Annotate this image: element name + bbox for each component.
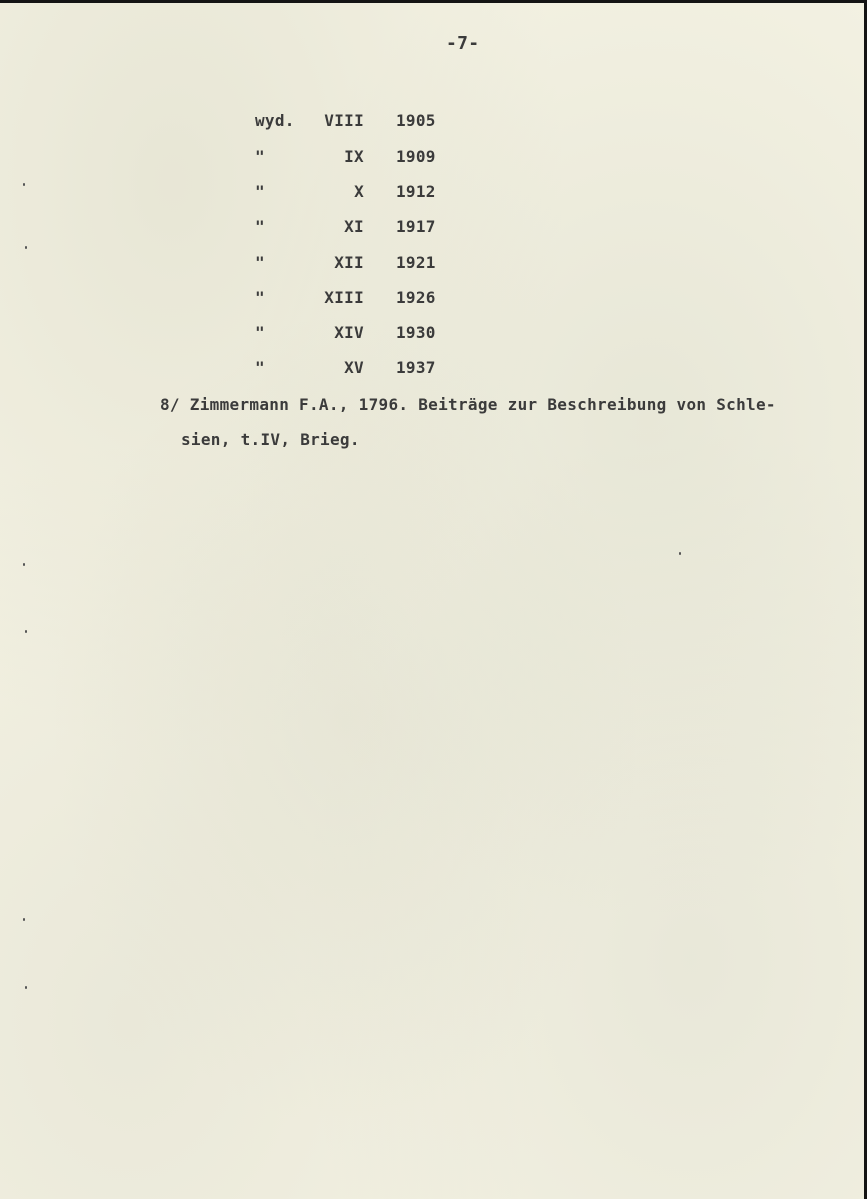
edition-year: 1921 — [396, 253, 436, 272]
ditto-mark: " — [255, 358, 265, 377]
edition-number: VIII — [324, 111, 364, 130]
margin-punch-mark — [23, 563, 25, 566]
edition-number: XV — [344, 358, 364, 377]
edition-row — [0, 253, 867, 277]
edition-year: 1930 — [396, 323, 436, 342]
edition-row — [0, 288, 867, 312]
ditto-mark: " — [255, 217, 265, 236]
ditto-mark: " — [255, 253, 265, 272]
edition-row — [0, 147, 867, 171]
page-number: -7- — [446, 33, 480, 54]
edition-year: 1905 — [396, 111, 436, 130]
edition-row — [0, 111, 867, 135]
margin-punch-mark — [25, 246, 27, 249]
edition-number: XIV — [334, 323, 364, 342]
ditto-mark: " — [255, 323, 265, 342]
ditto-mark: " — [255, 182, 265, 201]
ditto-mark: " — [255, 147, 265, 166]
edition-year: 1937 — [396, 358, 436, 377]
edition-mark: wyd. — [255, 111, 295, 130]
edition-number: XI — [344, 217, 364, 236]
footnote-line-2: sien, t.IV, Brieg. — [181, 430, 360, 449]
edition-year: 1917 — [396, 217, 436, 236]
edition-row — [0, 323, 867, 347]
edition-number: IX — [344, 147, 364, 166]
margin-punch-mark — [23, 183, 25, 186]
margin-punch-mark — [25, 986, 27, 989]
edition-number: X — [354, 182, 364, 201]
ditto-mark: " — [255, 288, 265, 307]
edition-number: XIII — [324, 288, 364, 307]
edition-year: 1912 — [396, 182, 436, 201]
edition-row — [0, 182, 867, 206]
margin-punch-mark — [25, 630, 27, 633]
edition-year: 1909 — [396, 147, 436, 166]
margin-punch-mark — [23, 918, 25, 921]
paper-speck — [679, 552, 681, 555]
edition-year: 1926 — [396, 288, 436, 307]
edition-row — [0, 358, 867, 382]
edition-number: XII — [334, 253, 364, 272]
edition-row — [0, 217, 867, 241]
footnote-line-1: 8/ Zimmermann F.A., 1796. Beiträge zur Beschreibung von Schle- — [160, 395, 776, 414]
